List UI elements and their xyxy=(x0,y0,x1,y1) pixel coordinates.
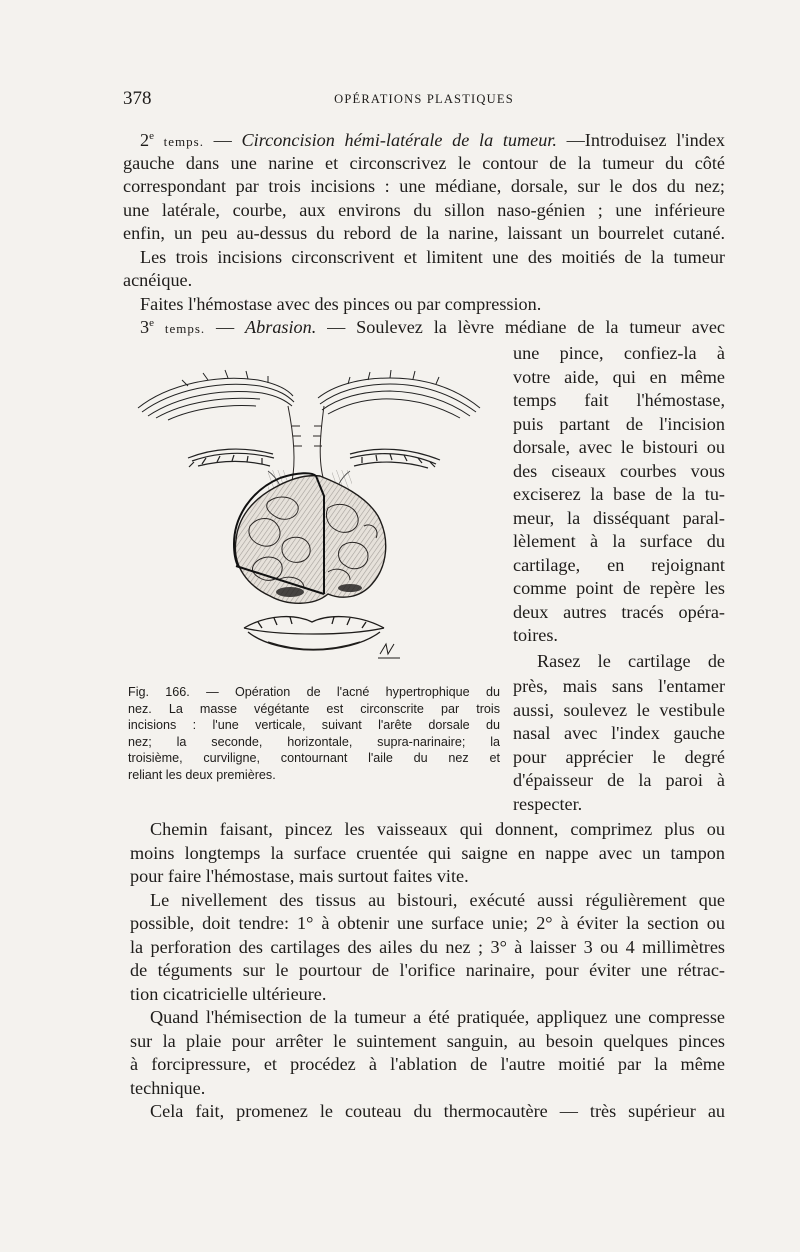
paragraph-1-line-3: correspondant par trois incisions : une médiane, dorsale, sur le dos du nez; xyxy=(123,176,725,196)
paragraph-6-line-2: moins longtemps la surface cruentée qui saigne en nappe avec un tampon xyxy=(130,843,725,863)
side-line: toires. xyxy=(513,625,558,645)
caption-line: incisions : l'une verticale, suivant l'arête dorsale du xyxy=(128,718,500,732)
side-line: des ciseaux courbes vous xyxy=(513,461,725,481)
paragraph-7-line-4: de téguments sur le pourtour de l'orifice narinaire, pour éviter une rétrac- xyxy=(130,960,725,980)
paragraph-9-line-1: Cela fait, promenez le couteau du thermocautère — très supérieur au xyxy=(150,1101,725,1121)
right-eye xyxy=(350,449,440,468)
nose-engraving-illustration xyxy=(128,366,500,666)
right-eyebrow xyxy=(318,370,480,418)
paragraph-1-line-4: une latérale, courbe, aux environs du sillon naso-génien ; une inférieure xyxy=(123,200,725,220)
side-line: puis partant de l'incision xyxy=(513,414,725,434)
tumour-mass xyxy=(235,476,385,604)
figure-caption xyxy=(128,684,500,783)
side-line: nasal avec l'index gauche xyxy=(513,723,725,743)
side-line: deux autres tracés opéra- xyxy=(513,602,725,622)
side-line: meur, la disséquant paral- xyxy=(513,508,725,528)
side-line: cartilage, en rejoignant xyxy=(513,555,725,575)
nose-bridge xyxy=(288,406,324,481)
paragraph-1-line-2: gauche dans une narine et circonscrivez le contour de la tumeur du côté xyxy=(123,153,725,173)
side-line: une pince, confiez-la à xyxy=(513,343,725,363)
caption-line: nez. La masse végétante est circonscrite par trois xyxy=(128,701,500,716)
page-header xyxy=(123,88,725,114)
side-line: respecter. xyxy=(513,794,583,814)
side-line: exciserez la base de la tu- xyxy=(513,484,725,504)
side-line: aussi, soulevez le vestibule xyxy=(513,700,725,720)
lips xyxy=(244,617,384,650)
paragraph-3-line-1: Faites l'hémostase avec des pinces ou par compression. xyxy=(140,294,542,314)
paragraph-7-line-1: Le nivellement des tissus au bistouri, exécuté aussi régulièrement que xyxy=(150,890,725,910)
paragraph-2-line-2: acnéique. xyxy=(123,270,193,290)
side-line: près, mais sans l'entamer xyxy=(513,676,725,696)
paragraph-7-line-5: tion cicatricielle ultérieure. xyxy=(130,984,327,1004)
paragraph-7-line-3: la perforation des cartilages des ailes du nez ; 3° à laisser 3 ou 4 millimètres xyxy=(130,937,725,957)
page-number: 378 xyxy=(123,88,152,109)
paragraph-8-line-1: Quand l'hémisection de la tumeur a été pratiquée, appliquez une compresse xyxy=(150,1007,725,1027)
paragraph-1-line-5: enfin, un peu au-dessus du rebord de la narine, laissant un bourrelet cutané. xyxy=(123,223,725,243)
paragraph-6-line-1: Chemin faisant, pincez les vaisseaux qui donnent, comprimez plus ou xyxy=(150,819,725,839)
side-line: Rasez le cartilage de xyxy=(537,651,725,671)
side-line: temps fait l'hémostase, xyxy=(513,390,725,410)
paragraph-8-line-4: technique. xyxy=(130,1078,206,1098)
paragraph-4-line-1: 3e temps. — Abrasion. — Soulevez la lèvre médiane de la tumeur avec xyxy=(140,316,725,337)
side-line: comme point de repère les xyxy=(513,578,725,598)
paragraph-1-line-1: 2e temps. — Circoncision hémi-latérale de la tumeur. —Introduisez l'index xyxy=(140,129,725,150)
left-eyebrow xyxy=(138,370,294,420)
figure-166 xyxy=(128,366,500,666)
paragraph-6-line-3: pour faire l'hémostase, mais surtout faites vite. xyxy=(130,866,469,886)
side-line: votre aide, qui en même xyxy=(513,367,725,387)
caption-line: Fig. 166. — Opération de l'acné hypertrophique du xyxy=(128,685,500,699)
running-title: OPÉRATIONS PLASTIQUES xyxy=(334,92,514,106)
paragraph-7-line-2: possible, doit tendre: 1° à obtenir une surface unie; 2° à éviter la section ou xyxy=(130,913,725,933)
side-line: lèlement à la surface du xyxy=(513,531,725,551)
caption-line: nez; la seconde, horizontale, supra-narinaire; la xyxy=(128,734,500,749)
side-line: pour apprécier le degré xyxy=(513,747,725,767)
paragraph-2-line-1: Les trois incisions circonscrivent et limitent une des moitiés de la tumeur xyxy=(140,247,725,267)
engraver-monogram xyxy=(378,644,400,658)
paragraph-8-line-2: sur la plaie pour arrêter le suintement sanguin, au besoin quelques pinces xyxy=(130,1031,725,1051)
paragraph-8-line-3: à forcipressure, et procédez à l'ablation de l'autre moitié par la même xyxy=(130,1054,725,1074)
side-line: d'épaisseur de la paroi à xyxy=(513,770,725,790)
caption-line: reliant les deux premières. xyxy=(128,767,276,782)
caption-line: troisième, curviligne, contournant l'aile du nez et xyxy=(128,751,500,765)
side-line: dorsale, avec le bistouri ou xyxy=(513,437,725,457)
left-eye xyxy=(188,449,274,467)
